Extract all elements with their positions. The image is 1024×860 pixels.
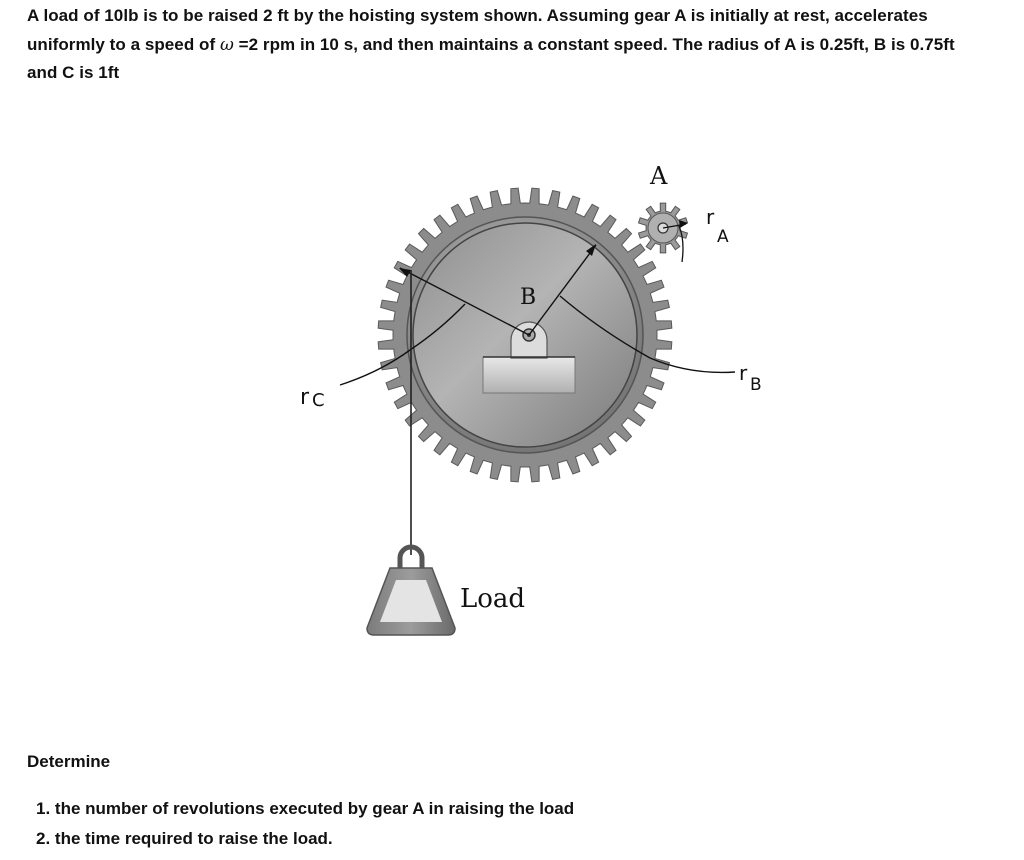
- radius-a-r: r: [706, 205, 715, 229]
- radius-c-label: [300, 385, 325, 411]
- radius-c-r: r: [300, 385, 310, 410]
- problem-line-1: A load of 10lb is to be raised 2 ft by the hoisting system shown. Assuming gear A is initially at rest, accelerates: [27, 6, 928, 25]
- load-label: Load: [460, 584, 526, 614]
- radius-a-label: [706, 205, 729, 247]
- task-text: the time required to raise the load.: [54, 829, 333, 848]
- gear-a-label: A: [650, 162, 668, 190]
- task-list: [36, 794, 574, 854]
- problem-line-2-start: uniformly to a speed of: [27, 34, 220, 54]
- radius-c-subscript: C: [312, 390, 325, 411]
- radius-b-subscript: B: [750, 375, 762, 395]
- gear-b-label: B: [520, 285, 537, 310]
- support-base: [483, 357, 575, 393]
- task-text: the number of revolutions executed by gear A in raising the load: [54, 799, 575, 818]
- omega-symbol: ω: [219, 34, 234, 55]
- determine-heading: Determine: [27, 752, 111, 771]
- task-number: 2.: [36, 829, 51, 848]
- radius-b-r: r: [739, 361, 748, 385]
- gear-a: [639, 203, 688, 262]
- problem-line-2-end: =2 rpm in 10 s, and then maintains a constant speed. The radius of A is 0.25ft, B is 0.75ft: [233, 34, 955, 54]
- task-number: 1.: [36, 799, 51, 818]
- radius-b-label: [739, 361, 762, 395]
- radius-a-subscript: A: [717, 227, 729, 247]
- problem-line-3: and C is 1ft: [27, 63, 120, 82]
- task-item-1: [36, 794, 574, 824]
- task-item-2: [36, 824, 574, 854]
